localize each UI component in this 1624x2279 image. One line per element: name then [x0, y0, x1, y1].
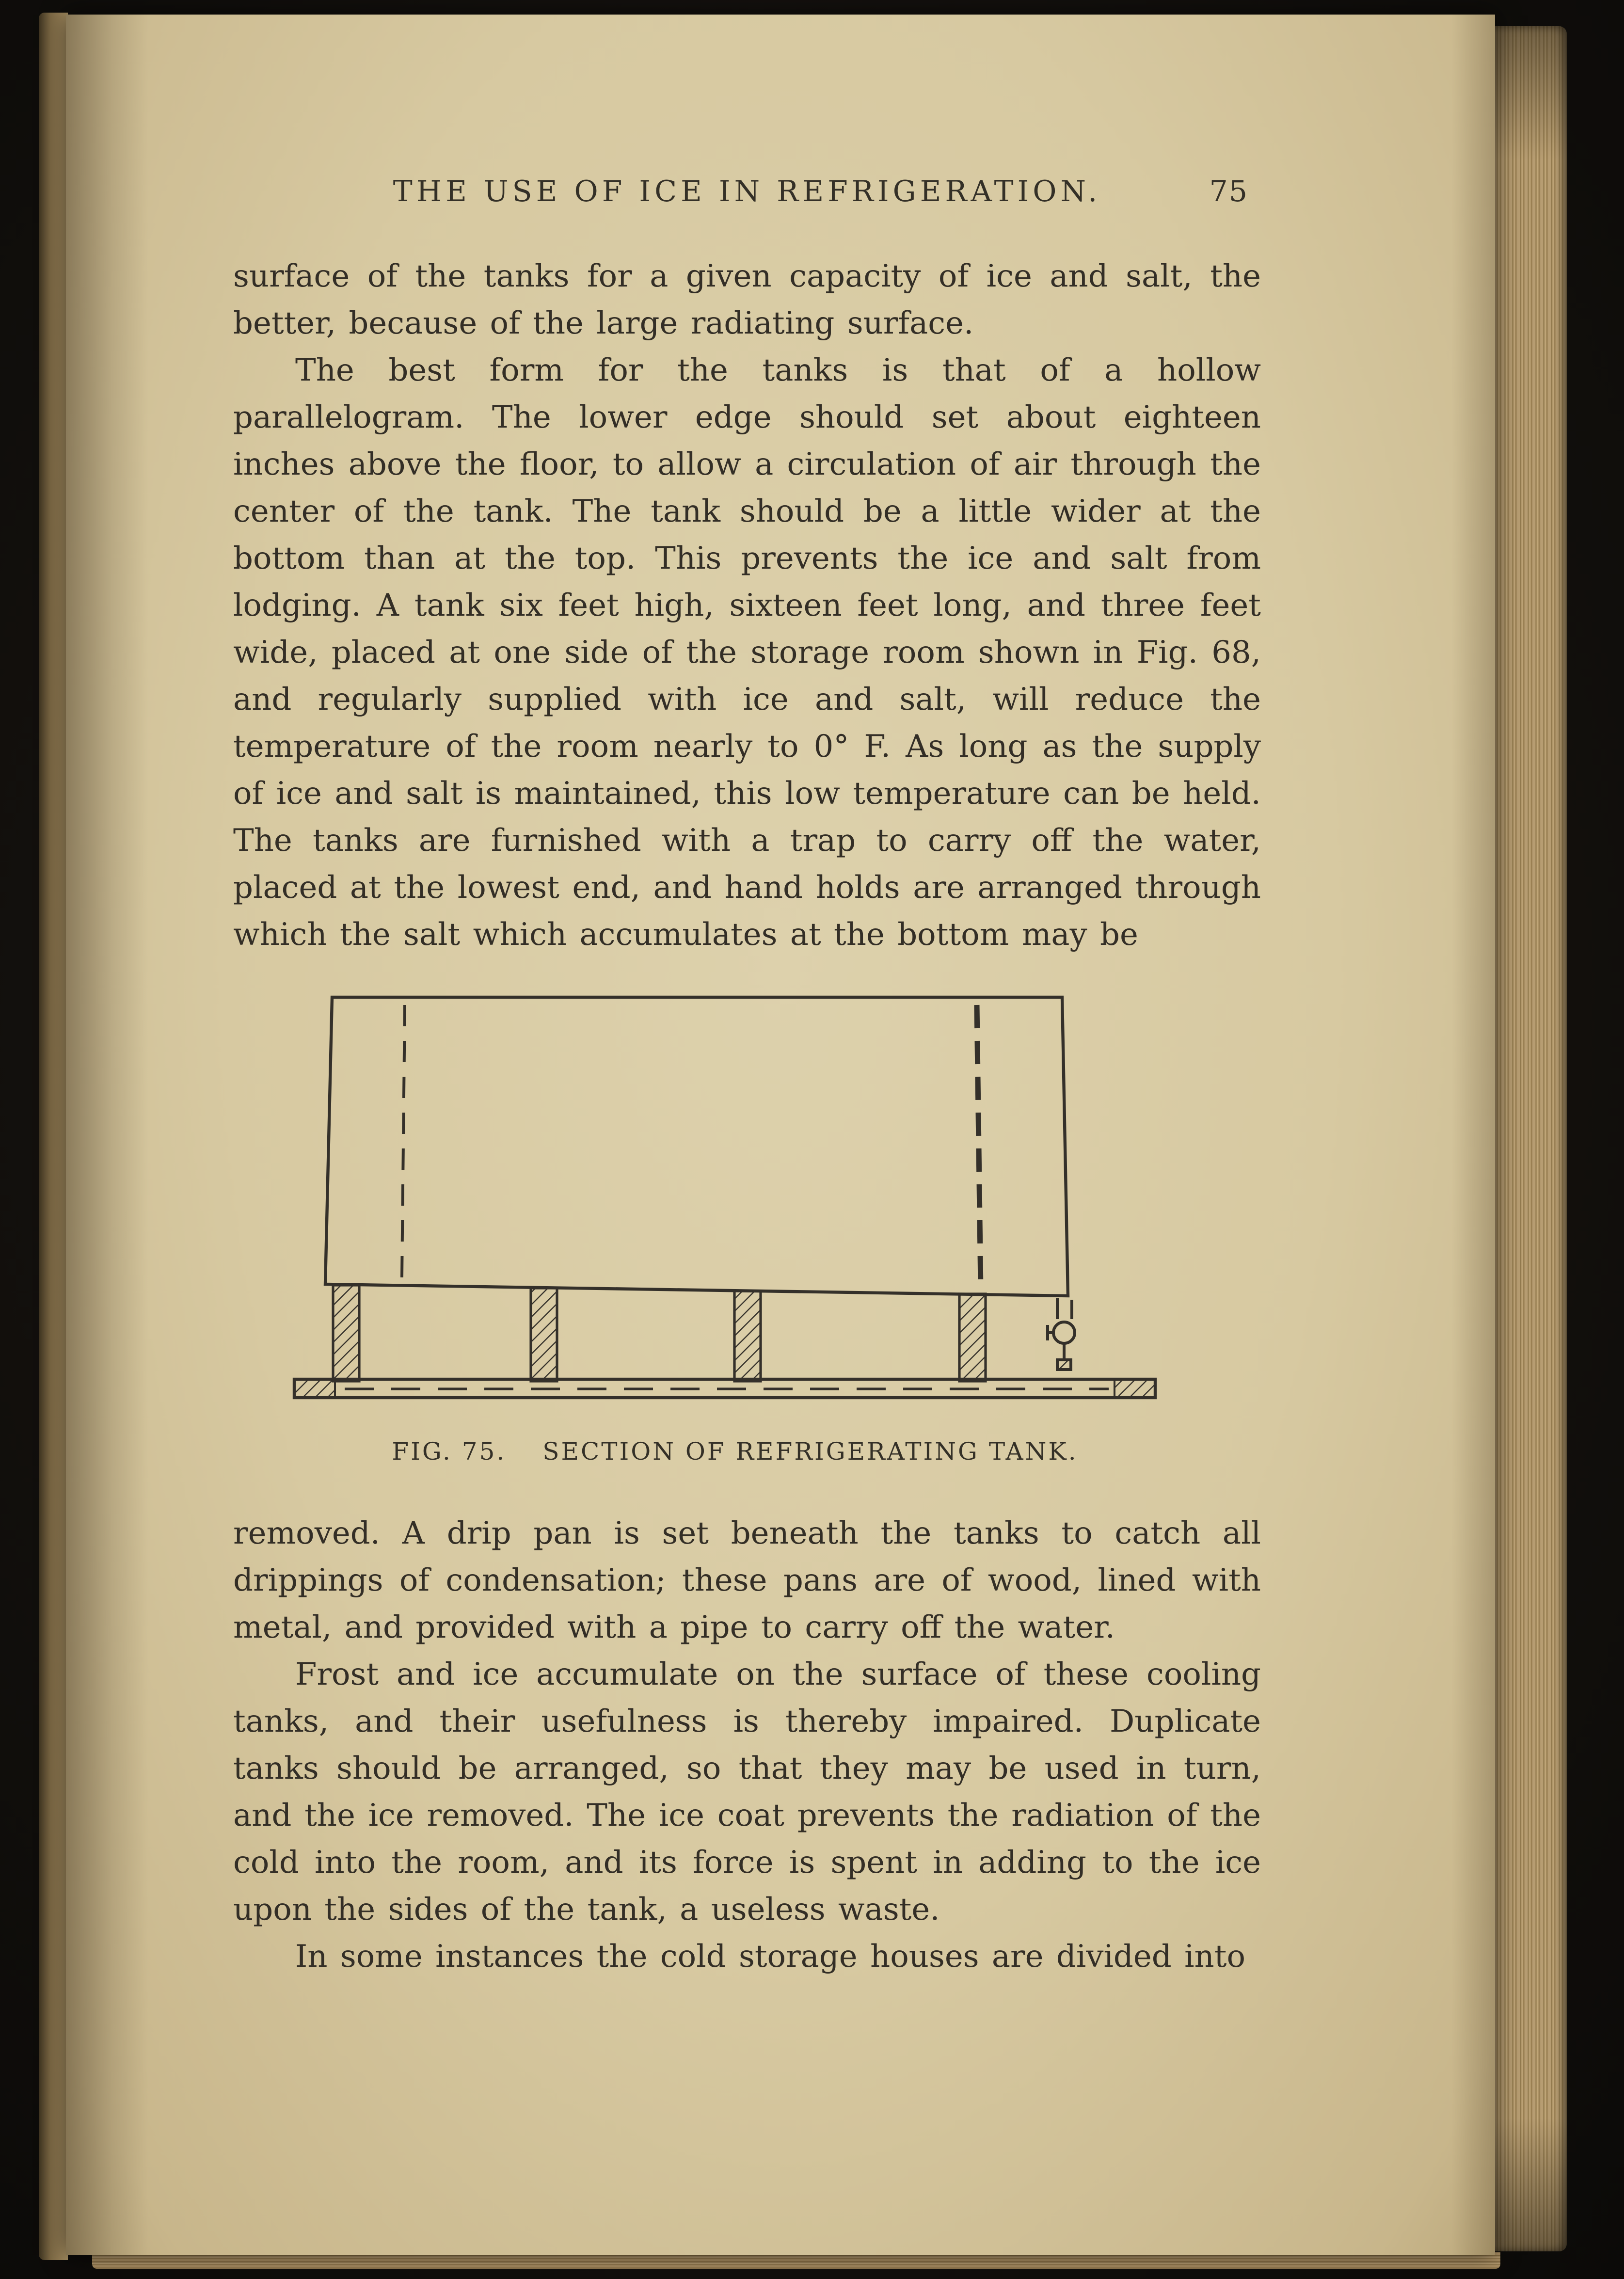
figure-caption-label: FIG. 75.: [392, 1437, 507, 1466]
body-paragraph: Frost and ice accumulate on the surface of these cooling tanks, and their usefulness is thereby impaired. Duplicate tanks should be arranged, so that they may be used in turn, and the ice removed. The ice coat prevents the radiation of the cold into the room, and its force is spent in adding to the ice upon the sides of the tank, a useless waste.: [233, 1657, 1261, 1928]
body-paragraph: surface of the tanks for a given capacity of ice and salt, the better, because of the large radiating surface.: [233, 258, 1261, 341]
support-leg: [531, 1288, 557, 1381]
running-head-title: THE USE OF ICE IN REFRIGERATION.: [393, 175, 1101, 208]
support-leg: [734, 1291, 761, 1381]
base-rail-hatch-left: [294, 1379, 335, 1398]
page-stack-right-edge: [1494, 26, 1567, 2251]
tank-dashed-line-left: [402, 1005, 405, 1277]
drain-valve: [1048, 1298, 1075, 1370]
base-rail-hatch-right: [1115, 1379, 1155, 1398]
refrigerating-tank-diagram: [287, 993, 1183, 1420]
tank-dashed-line-right: [977, 1005, 981, 1289]
support-leg: [959, 1294, 986, 1381]
tank-outline: [325, 997, 1068, 1296]
book-spine-edge: [39, 13, 68, 2260]
refrigerating-tank-figure: [287, 993, 1183, 1466]
book-page: [66, 15, 1495, 2255]
page-number: 75: [1209, 175, 1248, 208]
support-leg: [333, 1285, 359, 1381]
body-paragraph: In some instances the cold storage houses are divided into: [295, 1939, 1245, 1975]
figure-caption: [287, 1437, 1183, 1466]
page-content: [233, 175, 1261, 1980]
body-paragraph: removed. A drip pan is set beneath the tanks to catch all drippings of condensation; these pans are of wood, lined with metal, and provided with a pipe to carry off the water.: [233, 1515, 1261, 1645]
figure-caption-title: SECTION OF REFRIGERATING TANK.: [542, 1437, 1078, 1466]
running-head: [233, 175, 1261, 208]
body-paragraph: The best form for the tanks is that of a hollow parallelogram. The lower edge should set about eighteen inches above the floor, to allow a circulation of air through the center of the tank. The tank should be a little wider at the bottom than at the top. This prevents the ice and salt from lodging. A tank six feet high, sixteen feet long, and three feet wide, placed at one side of the storage room shown in Fig. 68, and regularly supplied with ice and salt, will reduce the temperature of the room nearly to 0° F. As long as the supply of ice and salt is maintained, this low temperature can be held. The tanks are furnished with a trap to carry off the water, placed at the lowest end, and hand holds are arranged through which the salt which accumulates at the bottom may be: [233, 352, 1261, 953]
